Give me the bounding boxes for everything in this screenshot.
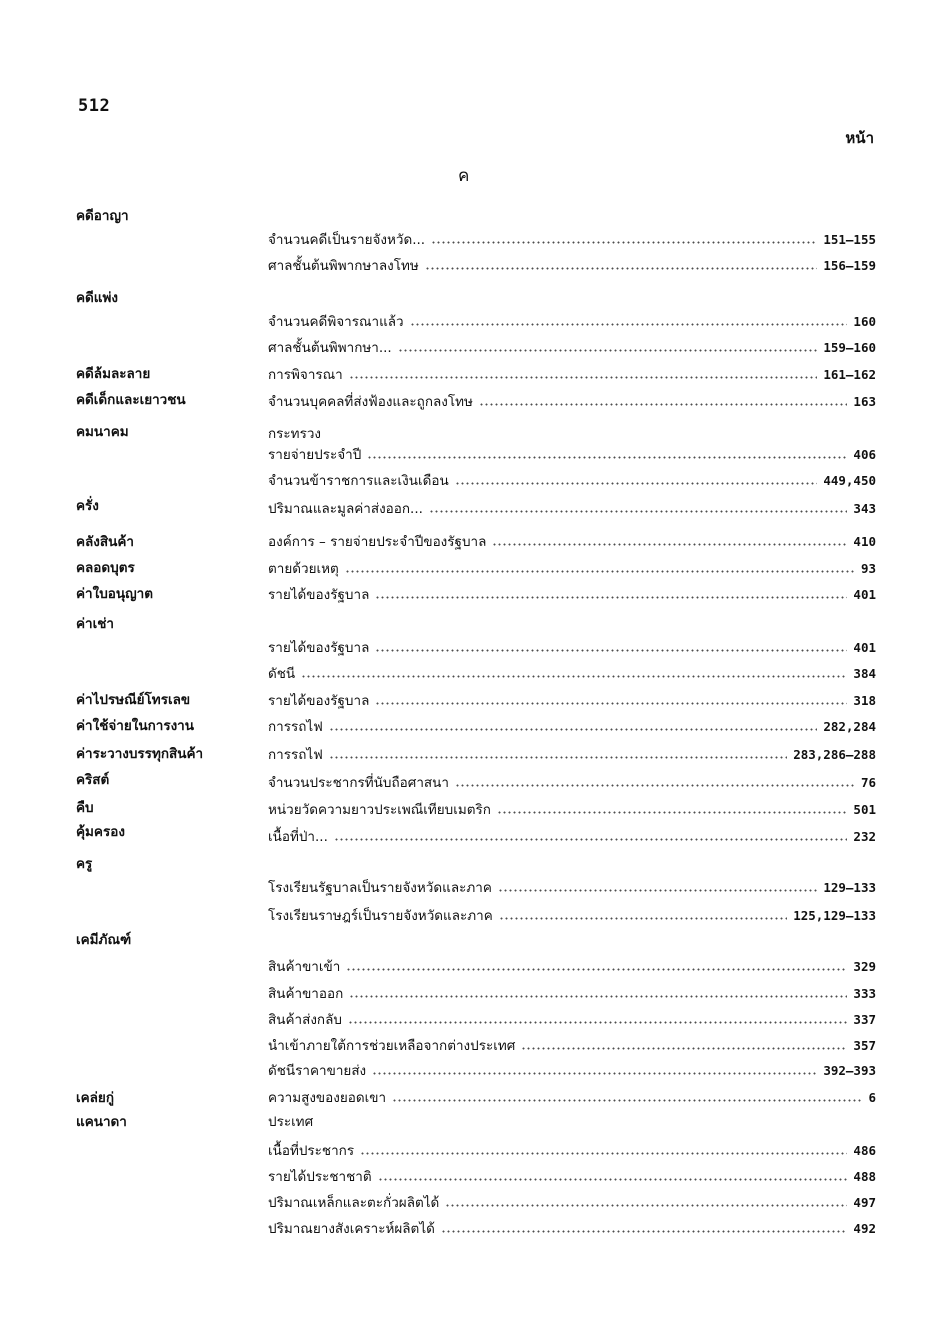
subentry-page: 497 xyxy=(853,1194,876,1210)
dot-leader xyxy=(378,1171,848,1185)
subentry-page: 156–159 xyxy=(823,257,876,273)
index-subentry xyxy=(268,1165,876,1187)
dot-leader xyxy=(410,316,848,330)
subentry-page: 406 xyxy=(853,446,876,462)
dot-leader xyxy=(425,260,818,274)
index-subentry xyxy=(268,557,876,579)
subentry-text: จำนวนข้าราชการและเงินเดือน xyxy=(268,473,449,489)
dot-leader xyxy=(367,449,847,463)
dot-leader xyxy=(375,642,847,656)
dot-leader xyxy=(441,1223,848,1237)
index-subentry xyxy=(268,443,876,465)
index-term: ครั่ง xyxy=(76,498,99,514)
subentry-page: 488 xyxy=(853,1168,876,1184)
subentry-text: ตายด้วยเหตุ xyxy=(268,561,339,577)
index-subentry xyxy=(268,743,876,765)
subentry-text: รายได้ประชาชาติ xyxy=(268,1169,372,1185)
subentry-page: 160 xyxy=(853,313,876,329)
subentry-page: 337 xyxy=(853,1011,876,1027)
index-term: ค่าใช้จ่ายในการงาน xyxy=(76,718,194,734)
subentry-text: นำเข้าภายใต้การช่วยเหลือจากต่างประเทศ xyxy=(268,1038,516,1054)
subentry-text: สินค้าขาออก xyxy=(268,986,344,1002)
index-term: คลอดบุตร xyxy=(76,560,135,576)
index-subheading: ประเทศ xyxy=(268,1114,314,1130)
index-subentry xyxy=(268,336,876,358)
subentry-text: การพิจารณา xyxy=(268,367,343,383)
index-subentry xyxy=(268,390,876,412)
subentry-text: ปริมาณเหล็กและตะกั่วผลิตได้ xyxy=(268,1195,440,1211)
subentry-text: ความสูงของยอดเขา xyxy=(268,1090,387,1106)
dot-leader xyxy=(349,988,847,1002)
subentry-text: สินค้าขาเข้า xyxy=(268,959,341,975)
subentry-text: องค์การ – รายจ่ายประจำปีของรัฐบาล xyxy=(268,534,487,550)
subentry-text: รายได้ของรัฐบาล xyxy=(268,587,370,603)
subentry-page: 159–160 xyxy=(823,339,876,355)
index-term: เคมีภัณฑ์ xyxy=(76,932,132,948)
subentry-page: 232 xyxy=(853,828,876,844)
index-term: ค่าเช่า xyxy=(76,616,114,632)
subentry-text: การรถไฟ xyxy=(268,719,323,735)
index-subentry xyxy=(268,771,876,793)
subentry-text: สินค้าส่งกลับ xyxy=(268,1012,342,1028)
subentry-text: จำนวนประชากรที่นับถือศาสนา xyxy=(268,775,449,791)
subentry-page: 151–155 xyxy=(823,231,876,247)
index-subentry xyxy=(268,1217,876,1239)
subentry-page: 163 xyxy=(853,393,876,409)
page-number: 512 xyxy=(78,96,111,116)
dot-leader xyxy=(398,342,818,356)
index-subentry xyxy=(268,1139,876,1161)
index-term: คุ้มครอง xyxy=(76,824,125,840)
dot-leader xyxy=(445,1197,847,1211)
index-term: ค่าระวางบรรทุกสินค้า xyxy=(76,746,204,762)
index-subentry xyxy=(268,636,876,658)
dot-leader xyxy=(329,749,787,763)
subentry-text: เนื้อที่ป่า... xyxy=(268,829,328,845)
dot-leader xyxy=(499,910,787,924)
subentry-page: 343 xyxy=(853,500,876,516)
index-subentry xyxy=(268,530,876,552)
index-term: คดีอาญา xyxy=(76,208,129,224)
subentry-page: 129–133 xyxy=(823,879,876,895)
index-subentry xyxy=(268,1008,876,1030)
subentry-page: 357 xyxy=(853,1037,876,1053)
index-term: คดีล้มละลาย xyxy=(76,366,151,382)
index-subentry xyxy=(268,904,876,926)
subentry-page: 93 xyxy=(860,560,876,576)
dot-leader xyxy=(349,369,818,383)
index-term: ครู xyxy=(76,856,93,872)
dot-leader xyxy=(497,804,847,818)
subentry-text: เนื้อที่ประชากร xyxy=(268,1143,355,1159)
subentry-text: ปริมาณยางสังเคราะห์ผลิตได้ xyxy=(268,1221,435,1237)
dot-leader xyxy=(455,475,818,489)
index-subentry xyxy=(268,689,876,711)
dot-leader xyxy=(498,882,817,896)
index-subentry xyxy=(268,1086,876,1108)
index-term: คมนาคม xyxy=(76,424,129,440)
dot-leader xyxy=(345,563,855,577)
index-subentry xyxy=(268,228,876,250)
index-subentry xyxy=(268,254,876,276)
index-term: ค่าไปรษณีย์โทรเลข xyxy=(76,692,191,708)
dot-leader xyxy=(375,695,847,709)
dot-leader xyxy=(479,396,848,410)
subentry-page: 384 xyxy=(853,665,876,681)
subentry-text: รายได้ของรัฐบาล xyxy=(268,693,370,709)
index-term: คริสต์ xyxy=(76,772,110,788)
index-subentry xyxy=(268,497,876,519)
subentry-text: จำนวนบุคคลที่ส่งฟ้องและถูกลงโทษ xyxy=(268,394,473,410)
index-subentry xyxy=(268,363,876,385)
subentry-text: ดัชนี xyxy=(268,666,296,682)
subentry-page: 401 xyxy=(853,586,876,602)
subentry-text: ศาลชั้นต้นพิพากษาลงโทษ xyxy=(268,258,419,274)
index-term: ค่าใบอนุญาต xyxy=(76,586,153,602)
subentry-page: 449,450 xyxy=(823,472,876,488)
dot-leader xyxy=(455,777,855,791)
index-subentry xyxy=(268,1059,876,1081)
subentry-text: โรงเรียนรัฐบาลเป็นรายจังหวัดและภาค xyxy=(268,880,492,896)
subentry-text: รายได้ของรัฐบาล xyxy=(268,640,370,656)
index-subentry xyxy=(268,1034,876,1056)
dot-leader xyxy=(392,1092,862,1106)
subentry-text: จำนวนคดีเป็นรายจังหวัด... xyxy=(268,232,426,248)
dot-leader xyxy=(334,831,848,845)
subentry-text: รายจ่ายประจำปี xyxy=(268,447,362,463)
dot-leader xyxy=(431,234,817,248)
index-subentry xyxy=(268,1191,876,1213)
subentry-page: 125,129–133 xyxy=(793,907,876,923)
subentry-page: 401 xyxy=(853,639,876,655)
subentry-text: ศาลชั้นต้นพิพากษา... xyxy=(268,340,392,356)
dot-leader xyxy=(429,503,847,517)
index-subentry xyxy=(268,715,876,737)
subentry-page: 333 xyxy=(853,985,876,1001)
index-subentry xyxy=(268,825,876,847)
dot-leader xyxy=(346,961,847,975)
index-term: แคนาดา xyxy=(76,1114,127,1130)
subentry-text: การรถไฟ xyxy=(268,747,323,763)
index-subentry xyxy=(268,662,876,684)
subentry-page: 492 xyxy=(853,1220,876,1236)
index-subentry xyxy=(268,982,876,1004)
index-term: คดีเด็กและเยาวชน xyxy=(76,392,186,408)
index-term: เคล่ยกู่ xyxy=(76,1090,115,1106)
subentry-page: 6 xyxy=(868,1089,876,1105)
dot-leader xyxy=(375,589,847,603)
section-letter: ค xyxy=(458,166,470,186)
subentry-text: จำนวนคดีพิจารณาแล้ว xyxy=(268,314,404,330)
subentry-page: 329 xyxy=(853,958,876,974)
subentry-page: 392–393 xyxy=(823,1062,876,1078)
dot-leader xyxy=(492,536,847,550)
dot-leader xyxy=(360,1145,847,1159)
subentry-text: ปริมาณและมูลค่าส่งออก... xyxy=(268,501,423,517)
index-subentry xyxy=(268,310,876,332)
index-subheading: กระทรวง xyxy=(268,426,321,442)
dot-leader xyxy=(301,668,847,682)
dot-leader xyxy=(521,1040,847,1054)
subentry-text: โรงเรียนราษฎร์เป็นรายจังหวัดและภาค xyxy=(268,908,493,924)
index-term: คืบ xyxy=(76,800,94,816)
dot-leader xyxy=(372,1065,817,1079)
subentry-page: 76 xyxy=(860,774,876,790)
dot-leader xyxy=(348,1014,847,1028)
page-column-label: หน้า xyxy=(845,129,874,147)
index-subentry xyxy=(268,583,876,605)
index-subentry xyxy=(268,798,876,820)
index-subentry xyxy=(268,955,876,977)
index-subentry xyxy=(268,876,876,898)
subentry-page: 282,284 xyxy=(823,718,876,734)
dot-leader xyxy=(329,721,818,735)
subentry-page: 318 xyxy=(853,692,876,708)
subentry-text: หน่วยวัดความยาวประเพณีเทียบเมตริก xyxy=(268,802,491,818)
subentry-page: 486 xyxy=(853,1142,876,1158)
index-term: คลังสินค้า xyxy=(76,534,134,550)
subentry-page: 501 xyxy=(853,801,876,817)
subentry-page: 283,286–288 xyxy=(793,746,876,762)
index-subentry xyxy=(268,469,876,491)
subentry-page: 161–162 xyxy=(823,366,876,382)
subentry-text: ดัชนีราคาขายส่ง xyxy=(268,1063,367,1079)
index-term: คดีแพ่ง xyxy=(76,290,118,306)
subentry-page: 410 xyxy=(853,533,876,549)
